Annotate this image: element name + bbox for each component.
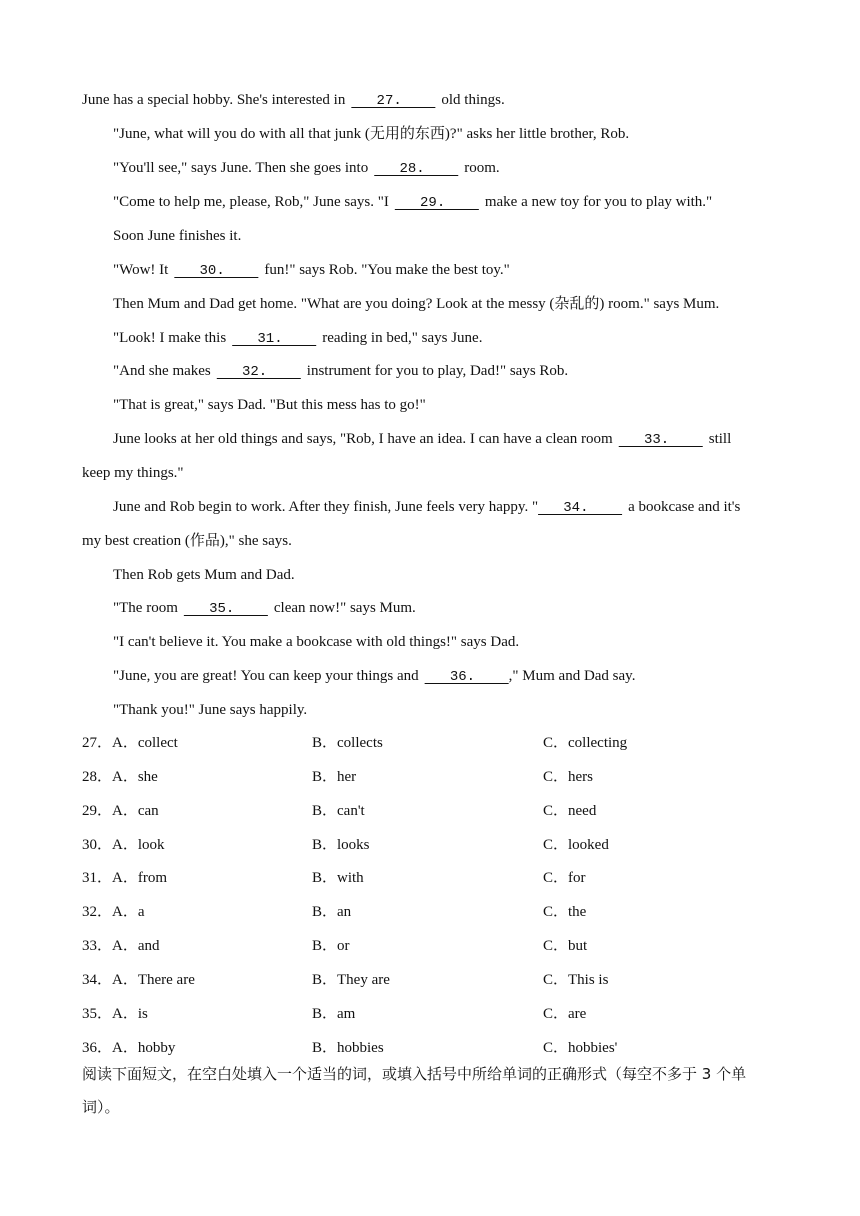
passage-line-3: "You'll see," says June. Then she goes into 28. room. xyxy=(113,160,500,177)
question-row xyxy=(82,801,782,821)
blank-31: 31. xyxy=(232,331,317,347)
blank-35: 35. xyxy=(183,601,268,617)
passage-line-12a: June and Rob begin to work. After they finish, June feels very happy. " 34. a bookcase and it's xyxy=(113,499,741,516)
option-c: C．hobbies' xyxy=(543,1040,618,1056)
option-a: 34．A．There are xyxy=(82,972,195,988)
blank-33: 33. xyxy=(618,432,703,448)
passage-line-16: "June, you are great! You can keep your things and 36. ," Mum and Dad say. xyxy=(113,668,636,685)
blank-29: 29. xyxy=(394,195,479,211)
option-c: C．looked xyxy=(543,837,609,853)
passage-line-1: June has a special hobby. She's interested in 27. old things. xyxy=(82,92,505,109)
blank-30: 30. xyxy=(174,263,259,279)
passage-line-8: "Look! I make this 31. reading in bed," says June. xyxy=(113,330,483,347)
option-a: 29．A．can xyxy=(82,803,159,819)
passage-line-6: "Wow! It 30. fun!" says Rob. "You make the best toy." xyxy=(113,262,510,279)
option-a: 27．A．collect xyxy=(82,735,178,751)
option-a: 28．A．she xyxy=(82,769,158,785)
passage-line-10: "That is great," says Dad. "But this mess has to go!" xyxy=(113,397,426,413)
next-section-instruction: 阅读下面短文，在空白处填入一个适当的词，或填入括号中所给单词的正确形式（每空不多于 3 个单词）。 xyxy=(82,1065,747,1116)
option-a: 30．A．look xyxy=(82,837,165,853)
question-row xyxy=(82,1038,782,1058)
question-row xyxy=(82,767,782,787)
passage-line-17: "Thank you!" June says happily. xyxy=(113,702,308,718)
option-c: C．but xyxy=(543,938,588,954)
question-row xyxy=(82,902,782,922)
passage-line-14: "The room 35. clean now!" says Mum. xyxy=(113,600,416,617)
option-c: C．the xyxy=(543,904,587,920)
option-b: B．hobbies xyxy=(312,1040,384,1056)
passage-line-7: Then Mum and Dad get home. "What are you doing? Look at the messy (杂乱的) room." says Mum. xyxy=(113,296,720,312)
option-a: 35．A．is xyxy=(82,1006,148,1022)
passage-line-9: "And she makes 32. instrument for you to play, Dad!" says Rob. xyxy=(113,363,569,380)
blank-34: 34. xyxy=(538,500,623,516)
question-row xyxy=(82,1004,782,1024)
question-row xyxy=(82,868,782,888)
passage-line-2: "June, what will you do with all that junk (无用的东西)?" asks her little brother, Rob. xyxy=(113,126,630,142)
passage-line-11b: keep my things." xyxy=(82,465,184,481)
option-b: B．with xyxy=(312,870,364,886)
option-b: B．an xyxy=(312,904,352,920)
option-b: B．or xyxy=(312,938,350,954)
option-c: C．hers xyxy=(543,769,593,785)
passage-line-15: "I can't believe it. You make a bookcase with old things!" says Dad. xyxy=(113,634,520,650)
blank-27: 27. xyxy=(351,93,436,109)
passage-line-4: "Come to help me, please, Rob," June says. "I 29. make a new toy for you to play with." xyxy=(113,194,713,211)
blank-28: 28. xyxy=(374,161,459,177)
option-b: B．her xyxy=(312,769,357,785)
question-row xyxy=(82,970,782,990)
option-c: C．are xyxy=(543,1006,587,1022)
option-b: B．They are xyxy=(312,972,390,988)
option-c: C．need xyxy=(543,803,597,819)
option-b: B．am xyxy=(312,1006,356,1022)
passage-line-5: Soon June finishes it. xyxy=(113,228,242,244)
option-c: C．for xyxy=(543,870,586,886)
option-b: B．looks xyxy=(312,837,370,853)
option-a: 33．A．and xyxy=(82,938,160,954)
option-b: B．can't xyxy=(312,803,365,819)
question-row xyxy=(82,733,782,753)
option-c: C．collecting xyxy=(543,735,628,751)
blank-36: 36. xyxy=(424,669,509,685)
option-c: C．This is xyxy=(543,972,609,988)
option-a: 32．A．a xyxy=(82,904,145,920)
option-b: B．collects xyxy=(312,735,383,751)
question-row xyxy=(82,835,782,855)
passage-line-12b: my best creation (作品)," she says. xyxy=(82,533,292,549)
passage-line-11a: June looks at her old things and says, "Rob, I have an idea. I can have a clean room 33. still xyxy=(113,431,732,448)
passage-line-13: Then Rob gets Mum and Dad. xyxy=(113,567,295,583)
option-a: 31．A．from xyxy=(82,870,167,886)
blank-32: 32. xyxy=(216,364,301,380)
option-a: 36．A．hobby xyxy=(82,1040,176,1056)
question-row xyxy=(82,936,782,956)
